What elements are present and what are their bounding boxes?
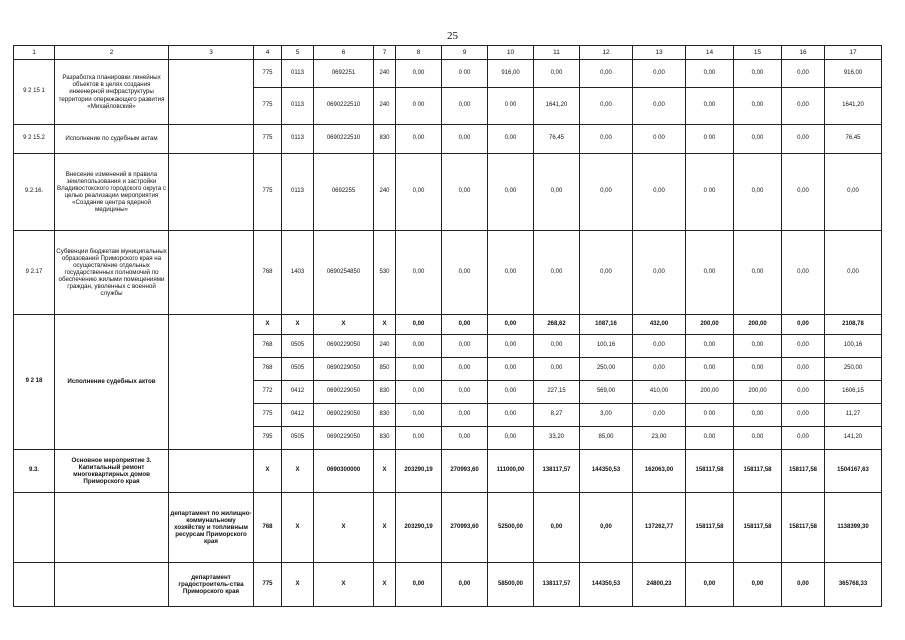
table-cell: 0,00	[396, 231, 442, 315]
table-cell: 775	[254, 154, 282, 231]
row-name: Исполнение судебных актов	[55, 315, 169, 450]
column-header: 16	[782, 46, 825, 60]
table-cell: 0,00	[734, 427, 782, 450]
table-cell: 0 00	[686, 125, 734, 154]
table-cell: 0,00	[782, 427, 825, 450]
executor-cell	[169, 125, 254, 154]
table-cell: 0,00	[580, 125, 633, 154]
table-cell: 0,00	[782, 88, 825, 125]
table-cell: 0,00	[442, 335, 488, 358]
table-cell: 0,00	[825, 154, 882, 231]
table-cell: 0,00	[782, 358, 825, 381]
table-cell: 24800,23	[633, 563, 686, 607]
column-header: 1	[14, 46, 55, 60]
table-cell: 0,00	[734, 231, 782, 315]
header-row	[14, 46, 882, 60]
table-cell: 76,45	[825, 125, 882, 154]
row-name: Внесение изменений в правила землепользования и застройки Владивостокского городского округа с целью реализации мероприятия «Создание центра ядерной медицины»	[55, 154, 169, 231]
table-cell: 0 00	[633, 125, 686, 154]
table-cell: 240	[374, 154, 396, 231]
row-code: 9.3.	[14, 450, 55, 493]
table-cell: 100,16	[580, 335, 633, 358]
column-header: 11	[534, 46, 580, 60]
table-cell: 775	[254, 404, 282, 427]
column-header: 9	[442, 46, 488, 60]
table-cell: 0113	[282, 88, 314, 125]
row-name	[55, 493, 169, 563]
table-cell: 0,00	[442, 315, 488, 335]
table-cell: 85,00	[580, 427, 633, 450]
budget-table	[13, 45, 882, 607]
table-cell: 158117,58	[782, 493, 825, 563]
table-cell: 0,00	[534, 231, 580, 315]
table-cell: 0,00	[633, 231, 686, 315]
executor-cell	[169, 60, 254, 125]
table-cell: 2108,78	[825, 315, 882, 335]
table-cell: 530	[374, 231, 396, 315]
table-cell: 0,00	[782, 404, 825, 427]
table-cell: 0,00	[782, 60, 825, 88]
table-cell: 268,62	[534, 315, 580, 335]
column-header: 3	[169, 46, 254, 60]
table-cell: 0,00	[488, 381, 534, 404]
table-cell: 200,00	[734, 315, 782, 335]
table-cell: 0,00	[782, 335, 825, 358]
table-cell: 0,00	[580, 88, 633, 125]
table-cell: 227,15	[534, 381, 580, 404]
table-cell: 830	[374, 404, 396, 427]
table-cell: 0,00	[396, 315, 442, 335]
table-cell: 1641,20	[534, 88, 580, 125]
table-cell: 0,00	[442, 88, 488, 125]
table-cell: 0,00	[442, 358, 488, 381]
table-cell: 0690229050	[314, 335, 374, 358]
table-cell: 0,00	[396, 335, 442, 358]
table-cell: 0,00	[534, 154, 580, 231]
table-cell: 0,00	[488, 427, 534, 450]
table-row	[14, 125, 882, 154]
table-row	[14, 231, 882, 315]
table-cell: 0,00	[633, 358, 686, 381]
column-header: 7	[374, 46, 396, 60]
table-cell: 0,00	[442, 154, 488, 231]
table-cell: 33,20	[534, 427, 580, 450]
table-cell: 830	[374, 427, 396, 450]
row-name: Исполнение по судебным актам	[55, 125, 169, 154]
table-cell: 0,00	[686, 427, 734, 450]
table-cell: 200,00	[686, 315, 734, 335]
table-cell: X	[254, 450, 282, 493]
table-cell: 270993,60	[442, 493, 488, 563]
column-header: 4	[254, 46, 282, 60]
table-cell: 158117,58	[686, 450, 734, 493]
table-cell: X	[374, 563, 396, 607]
table-cell: 0,00	[633, 60, 686, 88]
table-row	[14, 450, 882, 493]
table-cell: 0412	[282, 381, 314, 404]
table-cell: 0,00	[580, 154, 633, 231]
table-cell: 0690222510	[314, 125, 374, 154]
table-row	[14, 60, 882, 88]
table-cell: 0,00	[488, 315, 534, 335]
row-code: 9 2 18	[14, 315, 55, 450]
table-cell: 0505	[282, 427, 314, 450]
table-cell: 0,00	[686, 60, 734, 88]
table-cell: 11,27	[825, 404, 882, 427]
table-cell: 0,00	[534, 493, 580, 563]
table-cell: 0,00	[633, 404, 686, 427]
table-cell: 0,00	[442, 125, 488, 154]
table-cell: 0,00	[488, 231, 534, 315]
table-cell: 138117,57	[534, 450, 580, 493]
table-cell: 1504167,63	[825, 450, 882, 493]
table-cell: 0505	[282, 335, 314, 358]
table-row	[14, 563, 882, 607]
table-cell: 0113	[282, 60, 314, 88]
table-cell: 0,00	[488, 404, 534, 427]
table-cell: X	[314, 315, 374, 335]
table-cell: 137262,77	[633, 493, 686, 563]
table-cell: 0,00	[686, 88, 734, 125]
table-cell: X	[374, 493, 396, 563]
table-cell: 0,00	[396, 358, 442, 381]
table-cell: 240	[374, 60, 396, 88]
page-number: 25	[447, 30, 458, 42]
table-cell: 0,00	[734, 88, 782, 125]
column-header: 2	[55, 46, 169, 60]
table-cell: 0690229050	[314, 404, 374, 427]
row-code: 9 2 15 1	[14, 60, 55, 125]
row-code: 9 2 15.2	[14, 125, 55, 154]
table-cell: 0,00	[488, 358, 534, 381]
table-cell: 100,16	[825, 335, 882, 358]
table-cell: 0,00	[633, 335, 686, 358]
table-cell: 3,00	[580, 404, 633, 427]
table-cell: 162063,00	[633, 450, 686, 493]
table-cell: 270993,60	[442, 450, 488, 493]
table-cell: 0,00	[534, 335, 580, 358]
table-cell: 158117,58	[734, 450, 782, 493]
table-cell: 0,00	[686, 358, 734, 381]
table-cell: 76,45	[534, 125, 580, 154]
table-cell: 0,00	[396, 60, 442, 88]
table-cell: 138117,57	[534, 563, 580, 607]
table-cell: 1138399,30	[825, 493, 882, 563]
table-cell: 365768,33	[825, 563, 882, 607]
column-header: 13	[633, 46, 686, 60]
table-cell: 111000,00	[488, 450, 534, 493]
table-row	[14, 315, 882, 335]
table-cell: 768	[254, 358, 282, 381]
table-cell: 775	[254, 60, 282, 88]
table-cell: 0,00	[825, 231, 882, 315]
table-cell: 240	[374, 335, 396, 358]
table-cell: 775	[254, 563, 282, 607]
table-cell: 772	[254, 381, 282, 404]
table-cell: 0,00	[633, 154, 686, 231]
table-cell: 850	[374, 358, 396, 381]
row-code	[14, 493, 55, 563]
table-cell: 0692251	[314, 60, 374, 88]
table-cell: 203290,19	[396, 450, 442, 493]
table-cell: 0690229050	[314, 427, 374, 450]
executor-cell: департамент по жилищно-коммунальному хозяйству и топливным ресурсам Приморского края	[169, 493, 254, 563]
column-header: 5	[282, 46, 314, 60]
table-cell: X	[282, 315, 314, 335]
table-cell: 0,00	[442, 427, 488, 450]
executor-cell: департамент градостроитель-ства Приморского края	[169, 563, 254, 607]
table-cell: 0,00	[734, 335, 782, 358]
table-cell: 0,00	[396, 154, 442, 231]
table-row	[14, 493, 882, 563]
table-cell: X	[374, 315, 396, 335]
table-cell: X	[314, 493, 374, 563]
table-cell: 0690222510	[314, 88, 374, 125]
table-cell: 0,00	[734, 125, 782, 154]
table-cell: 0412	[282, 404, 314, 427]
table-cell: X	[254, 315, 282, 335]
table-cell: 0,00	[396, 381, 442, 404]
table-cell: 0,00	[488, 335, 534, 358]
table-cell: 0 00	[442, 60, 488, 88]
column-header: 8	[396, 46, 442, 60]
table-cell: 0690300000	[314, 450, 374, 493]
table-cell: 0,00	[734, 563, 782, 607]
table-cell: 0,00	[580, 231, 633, 315]
table-cell: X	[314, 563, 374, 607]
table-cell: 0,00	[442, 231, 488, 315]
table-cell: 144350,53	[580, 563, 633, 607]
table-cell: 830	[374, 125, 396, 154]
table-cell: 0,00	[782, 315, 825, 335]
table-cell: 0,00	[488, 125, 534, 154]
table-cell: 0,00	[488, 154, 534, 231]
table-cell: 0,00	[782, 125, 825, 154]
table-cell: 0,00	[686, 231, 734, 315]
table-cell: 795	[254, 427, 282, 450]
row-name	[55, 563, 169, 607]
column-header: 15	[734, 46, 782, 60]
table-cell: X	[374, 450, 396, 493]
table-cell: 158117,58	[686, 493, 734, 563]
row-name: Разработка планировки линейных объектов в целях создания инженерной инфраструктуры территории опережающего развития «Михайловский»	[55, 60, 169, 125]
executor-cell	[169, 154, 254, 231]
table-cell: 240	[374, 88, 396, 125]
table-cell: X	[282, 493, 314, 563]
table-cell: X	[282, 450, 314, 493]
table-cell: 775	[254, 88, 282, 125]
table-cell: 0692255	[314, 154, 374, 231]
table-cell: 0,00	[534, 358, 580, 381]
executor-cell	[169, 231, 254, 315]
table-cell: 0505	[282, 358, 314, 381]
table-cell: 23,00	[633, 427, 686, 450]
table-cell: 916,00	[488, 60, 534, 88]
table-cell: 1087,16	[580, 315, 633, 335]
column-header: 10	[488, 46, 534, 60]
row-name: Субвенции бюджетам муниципальных образований Приморского края на осуществление отдельных государственных полномочий по обеспечению жилыми помещениями граждан, уволенных с военной службы	[55, 231, 169, 315]
table-cell: 0,00	[734, 154, 782, 231]
executor-cell	[169, 450, 254, 493]
table-cell: 0,00	[534, 60, 580, 88]
table-cell: 0113	[282, 154, 314, 231]
table-cell: 1403	[282, 231, 314, 315]
table-cell: 0 00	[686, 154, 734, 231]
table-cell: 0,00	[396, 427, 442, 450]
column-header: 17	[825, 46, 882, 60]
table-cell: 0113	[282, 125, 314, 154]
row-code: 9.2.16.	[14, 154, 55, 231]
table-cell: 200,00	[686, 381, 734, 404]
table-cell: 0,00	[580, 493, 633, 563]
table-cell: 141,20	[825, 427, 882, 450]
table-cell: 0 00	[396, 88, 442, 125]
table-cell: 0,00	[734, 60, 782, 88]
table-cell: 432,00	[633, 315, 686, 335]
table-cell: 0 00	[488, 88, 534, 125]
column-header: 12	[580, 46, 633, 60]
table-cell: 768	[254, 231, 282, 315]
table-cell: 0,00	[686, 563, 734, 607]
row-code	[14, 563, 55, 607]
table-cell: 1641,20	[825, 88, 882, 125]
table-cell: 0,00	[734, 358, 782, 381]
table-cell: 144350,53	[580, 450, 633, 493]
table-cell: 768	[254, 335, 282, 358]
table-cell: 158117,58	[782, 450, 825, 493]
column-header: 14	[686, 46, 734, 60]
table-cell: 0,00	[633, 88, 686, 125]
table-cell: 830	[374, 381, 396, 404]
table-cell: 768	[254, 493, 282, 563]
table-cell: 200,00	[734, 381, 782, 404]
table-cell: 0690229050	[314, 358, 374, 381]
table-cell: 8,27	[534, 404, 580, 427]
table-row	[14, 154, 882, 231]
row-code: 9 2.17	[14, 231, 55, 315]
table-cell: 0 00	[686, 404, 734, 427]
table-cell: 0,00	[782, 563, 825, 607]
table-cell: 250,00	[825, 358, 882, 381]
table-cell: 0,00	[580, 60, 633, 88]
table-cell: 916,00	[825, 60, 882, 88]
table-cell: 0690254850	[314, 231, 374, 315]
table-cell: 0,00	[686, 335, 734, 358]
table-cell: 203290,19	[396, 493, 442, 563]
table-cell: 158117,58	[734, 493, 782, 563]
table-cell: 1606,15	[825, 381, 882, 404]
table-cell: 52500,00	[488, 493, 534, 563]
table-cell: 0,00	[396, 563, 442, 607]
table-cell: 0,00	[782, 154, 825, 231]
table-cell: 0,00	[782, 231, 825, 315]
table-cell: 410,00	[633, 381, 686, 404]
table-cell: 0,00	[734, 404, 782, 427]
table-cell: 0,00	[442, 381, 488, 404]
table-cell: 0,00	[396, 125, 442, 154]
table-cell: 775	[254, 125, 282, 154]
table-cell: 569,00	[580, 381, 633, 404]
executor-cell	[169, 315, 254, 450]
column-header: 6	[314, 46, 374, 60]
table-cell: 58500,00	[488, 563, 534, 607]
table-cell: 0690229050	[314, 381, 374, 404]
row-name: Основное мероприятие 3. Капитальный ремонт многоквартирных домов Приморского края	[55, 450, 169, 493]
table-cell: 0,00	[396, 404, 442, 427]
table-cell: 250,00	[580, 358, 633, 381]
table-cell: 0,00	[442, 563, 488, 607]
table-cell: 0,00	[442, 404, 488, 427]
table-cell: X	[282, 563, 314, 607]
table-cell: 0,00	[782, 381, 825, 404]
